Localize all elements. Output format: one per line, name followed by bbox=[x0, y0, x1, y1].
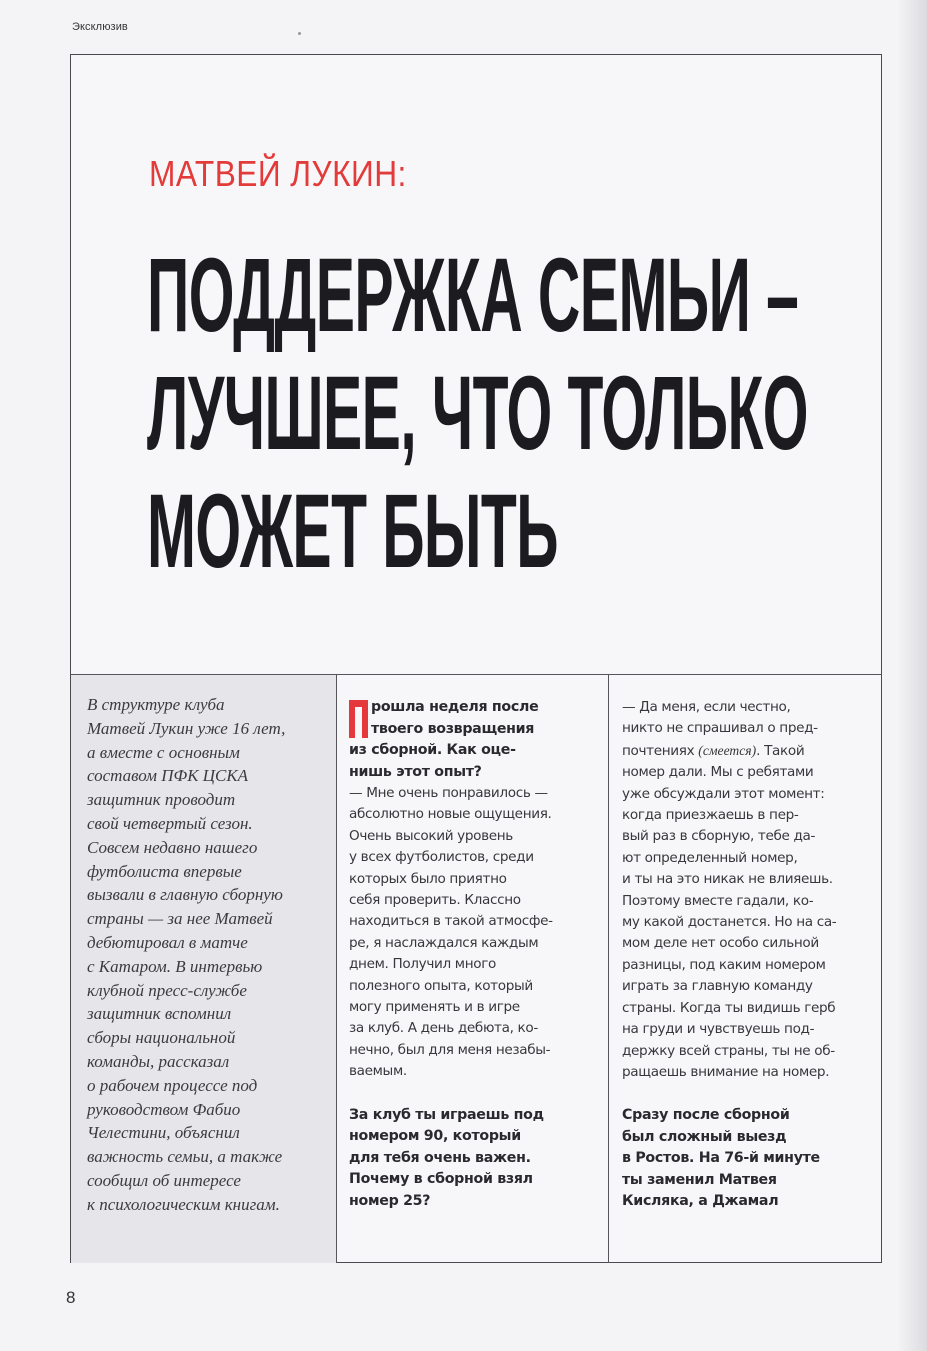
answer-line: на груди и чувствуешь под- bbox=[622, 1021, 815, 1038]
question-line: Почему в сборной взял bbox=[349, 1171, 533, 1188]
intro-line: вызвали в главную сборную bbox=[87, 885, 283, 905]
answer-line: когда приезжаешь в пер- bbox=[622, 807, 799, 824]
answer-text: . Такой bbox=[756, 742, 805, 759]
headline-line: ПОДДЕРЖКА СЕМЬИ – bbox=[147, 237, 799, 354]
intro-line: сообщил об интересе bbox=[87, 1170, 241, 1190]
answer-line: у всех футболистов, среди bbox=[349, 849, 534, 866]
question-line: номером 90, который bbox=[349, 1128, 521, 1145]
article-kicker: МАТВЕЙ ЛУКИН: bbox=[149, 153, 407, 194]
headline-line: МОЖЕТ БЫТЬ bbox=[147, 473, 558, 590]
answer-2 bbox=[622, 697, 871, 1083]
article-headline bbox=[147, 237, 808, 591]
question-line: Кисляка, а Джамал bbox=[622, 1193, 779, 1210]
answer-line: уже обсуждали этот момент: bbox=[622, 785, 825, 802]
answer-line: — Да меня, если честно, bbox=[622, 699, 791, 715]
question-3 bbox=[622, 1105, 871, 1213]
page-number: 8 bbox=[66, 1288, 76, 1307]
intro-line: руководством Фабио bbox=[87, 1099, 241, 1119]
question-line: из сборной. Как оце- bbox=[349, 742, 516, 758]
answer-line: днем. Получил много bbox=[349, 956, 496, 973]
answer-line: могу применять и в игре bbox=[349, 999, 520, 1016]
intro-line: Совсем недавно нашего bbox=[87, 837, 258, 857]
dropcap-letter-p bbox=[349, 700, 368, 738]
answer-line: держку всей страны, ты не об- bbox=[622, 1042, 835, 1059]
answer-line: Поэтому вместе гадали, ко- bbox=[622, 892, 814, 909]
answer-line: абсолютно новые ощущения. bbox=[349, 806, 552, 823]
answer-line: Очень высокий уровень bbox=[349, 827, 513, 844]
answer-1 bbox=[349, 783, 598, 1083]
intro-line: футболиста впервые bbox=[87, 861, 242, 881]
question-1 bbox=[349, 697, 598, 783]
intro-lead bbox=[87, 693, 326, 1217]
article-columns bbox=[71, 675, 881, 1263]
question-1-opening bbox=[349, 697, 598, 740]
intro-line: страны — за нее Матвей bbox=[87, 909, 273, 929]
answer-line: играть за главную команду bbox=[622, 978, 813, 995]
answer-line: ращаешь внимание на номер. bbox=[622, 1063, 830, 1080]
intro-line: важность семьи, а также bbox=[87, 1147, 283, 1167]
answer-text: почтениях bbox=[622, 742, 699, 759]
intro-line: а вместе с основным bbox=[87, 742, 240, 762]
answer-line-with-aside bbox=[622, 740, 871, 762]
answer-line: находиться в такой атмосфе- bbox=[349, 913, 553, 930]
intro-line: Челестини, объяснил bbox=[87, 1123, 240, 1143]
answer-line: ваемым. bbox=[349, 1063, 407, 1080]
intro-column bbox=[71, 675, 337, 1263]
answer-line: — Мне очень понравилось — bbox=[349, 785, 548, 801]
answer-line: никто не спрашивал о пред- bbox=[622, 720, 818, 737]
intro-line: с Катаром. В интервью bbox=[87, 956, 263, 976]
answer-line: за клуб. А день дебюта, ко- bbox=[349, 1020, 538, 1037]
answer-line: разницы, под каким номером bbox=[622, 956, 826, 973]
question-line: ты заменил Матвея bbox=[622, 1171, 777, 1188]
interview-column-1 bbox=[337, 675, 609, 1263]
question-line: твоего возвращения bbox=[371, 720, 535, 737]
answer-line: вый раз в сборную, тебе да- bbox=[622, 828, 816, 845]
question-line: За клуб ты играешь под bbox=[349, 1106, 544, 1123]
intro-line: защитник проводит bbox=[87, 790, 236, 810]
question-line: Сразу после сборной bbox=[622, 1107, 790, 1124]
answer-line: ре, я наслаждался каждым bbox=[349, 934, 539, 951]
question-line: был сложный выезд bbox=[622, 1128, 787, 1145]
answer-line: себя проверить. Классно bbox=[349, 892, 521, 909]
intro-line: свой четвертый сезон. bbox=[87, 813, 253, 833]
answer-line: и ты на это никак не влияешь. bbox=[622, 871, 833, 888]
answer-line: нечно, был для меня незабы- bbox=[349, 1041, 551, 1058]
intro-line: В структуре клуба bbox=[87, 695, 225, 714]
answer-line: полезного опыта, который bbox=[349, 977, 533, 994]
intro-line: к психологическим книгам. bbox=[87, 1194, 280, 1214]
answer-line: номер дали. Мы с ребятами bbox=[622, 764, 814, 781]
headline-line: ЛУЧШЕЕ, ЧТО ТОЛЬКО bbox=[147, 355, 808, 472]
page-edge-shadow bbox=[897, 0, 927, 1351]
question-line: номер 25? bbox=[349, 1192, 431, 1209]
intro-line: Матвей Лукин уже 16 лет, bbox=[87, 718, 286, 738]
intro-line: команды, рассказал bbox=[87, 1051, 230, 1071]
answer-line: мом деле нет особо сильной bbox=[622, 935, 819, 952]
article-frame bbox=[70, 54, 882, 1263]
answer-line: страны. Когда ты видишь герб bbox=[622, 999, 836, 1016]
answer-line: му какой достанется. Но на са- bbox=[622, 914, 837, 931]
answer-line: которых было приятно bbox=[349, 870, 507, 887]
intro-line: составом ПФК ЦСКА bbox=[87, 766, 249, 786]
laughs-aside: (смеется) bbox=[698, 742, 757, 758]
question-line: рошла неделя после bbox=[371, 699, 539, 715]
question-line: нишь этот опыт? bbox=[349, 763, 482, 780]
scan-speck bbox=[298, 32, 301, 35]
intro-line: о рабочем процессе под bbox=[87, 1075, 258, 1095]
intro-line: сборы национальной bbox=[87, 1028, 236, 1048]
intro-line: клубной пресс-службе bbox=[87, 980, 247, 1000]
interview-column-2 bbox=[609, 675, 881, 1263]
intro-line: дебютировал в матче bbox=[87, 932, 248, 952]
question-line: для тебя очень важен. bbox=[349, 1149, 531, 1166]
paragraph-gap bbox=[622, 1083, 871, 1105]
answer-line: ют определенный номер, bbox=[622, 849, 798, 866]
question-2 bbox=[349, 1105, 598, 1213]
intro-line: защитник вспомнил bbox=[87, 1004, 232, 1024]
paragraph-gap bbox=[349, 1083, 598, 1105]
question-line: в Ростов. На 76-й минуте bbox=[622, 1150, 820, 1167]
section-label: Эксклюзив bbox=[72, 21, 128, 33]
article-hero bbox=[71, 55, 881, 675]
